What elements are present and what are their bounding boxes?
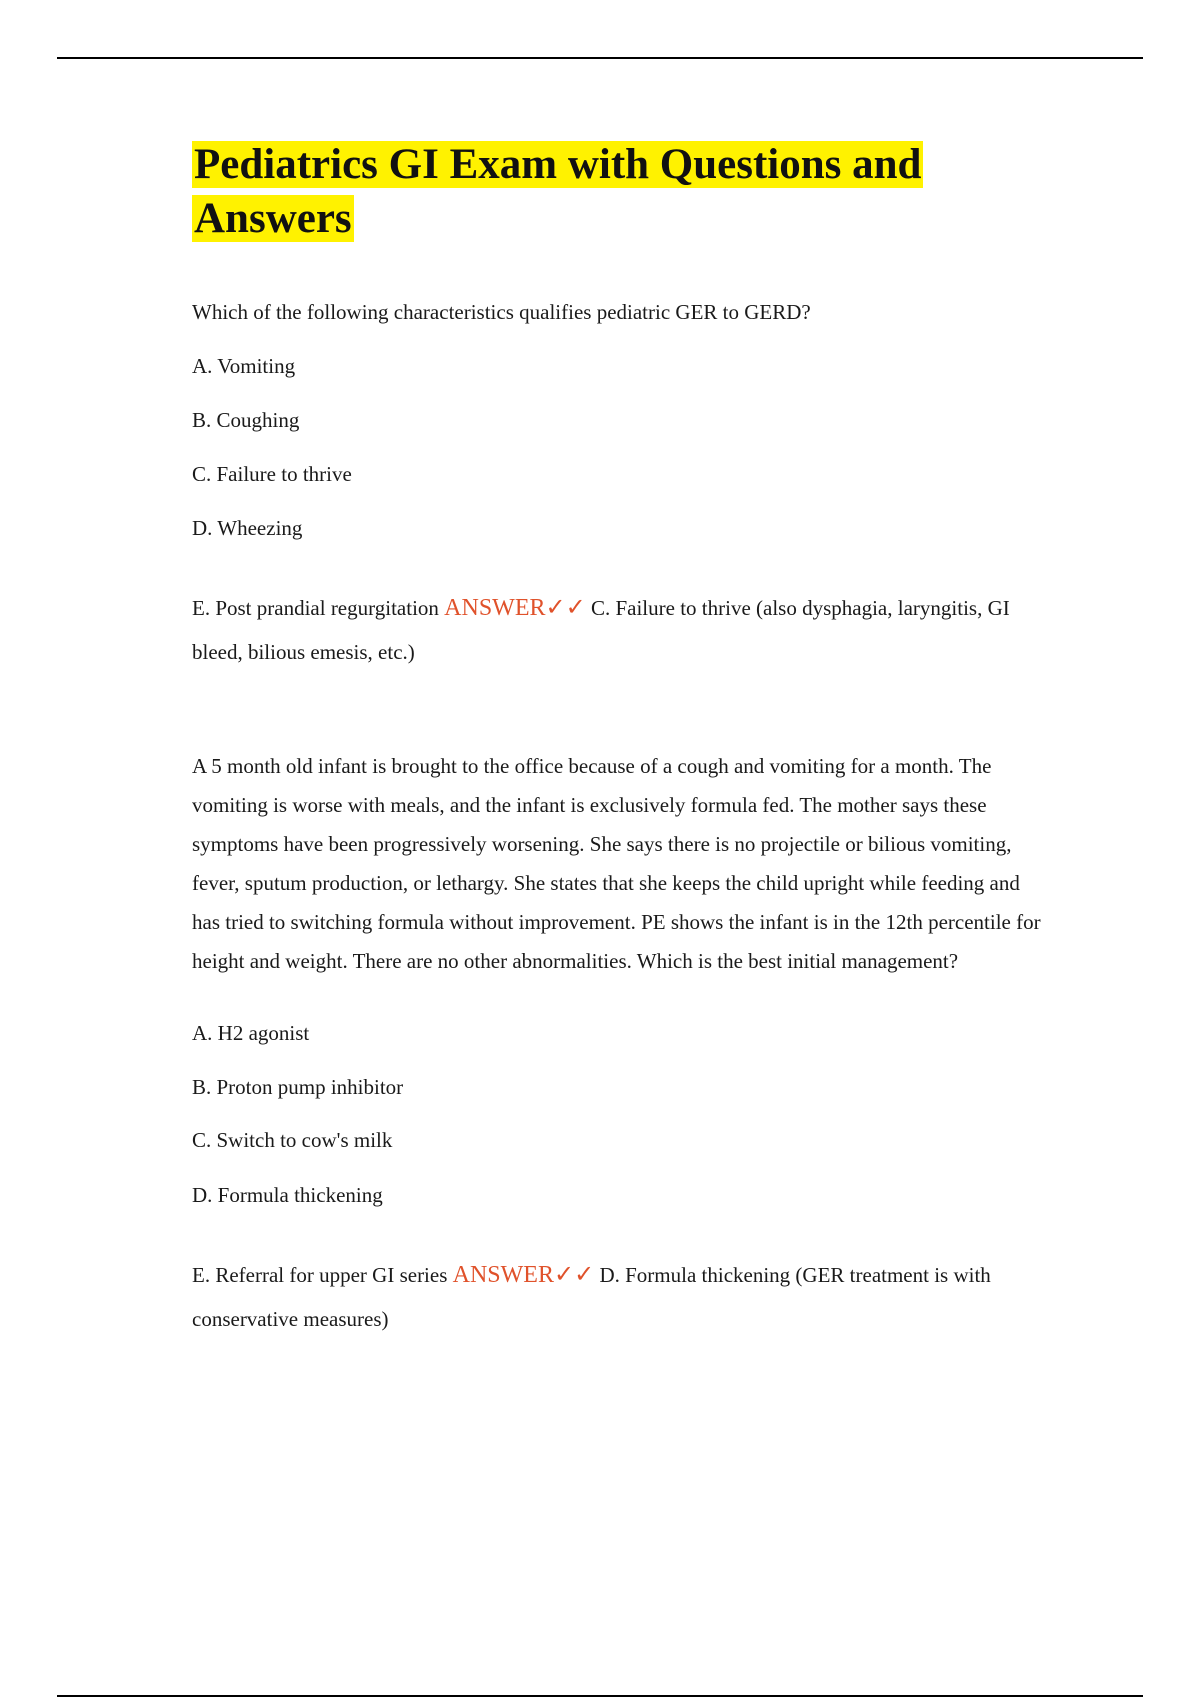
question-2-option-d: D. Formula thickening (192, 1183, 383, 1207)
question-2-option-b: B. Proton pump inhibitor (192, 1075, 404, 1099)
top-rule (57, 57, 1143, 59)
question-1-option-a: A. Vomiting (192, 354, 296, 378)
question-2-answer-line (192, 1253, 1052, 1341)
question-2-answer-label: ANSWER✓✓ (452, 1262, 595, 1288)
question-1-option-e: E. Post prandial regurgitation (192, 596, 439, 620)
question-1-stem: Which of the following characteristics qualifies pediatric GER to GERD? (192, 300, 811, 324)
document-body (192, 138, 1052, 1331)
question-2-stem: A 5 month old infant is brought to the office because of a cough and vomiting for a month. The vomiting is worse with meals, and the infant is exclusively formula fed. The mother says these symptoms have been progressively worsening. She says there is no projectile or bilious vomiting, fever, sputum production, or lethargy. She states that she keeps the child upright while feeding and has tried to switching formula without improvement. PE shows the infant is in the 12th percentile for height and weight. There are no other abnormalities. Which is the best initial management? (192, 754, 1041, 973)
title-highlight: Pediatrics GI Exam with Questions and Answers (194, 141, 922, 242)
question-1-option-c: C. Failure to thrive (192, 462, 352, 486)
question-1-option-b: B. Coughing (192, 408, 300, 432)
question-1-answer-text: C. Failure to thrive (also dysphagia, laryngitis, GI bleed, bilious emesis, etc.) (192, 596, 1010, 664)
bottom-rule (57, 1695, 1143, 1697)
question-1-answer-label: ANSWER✓✓ (444, 595, 586, 621)
question-2-answer-text: D. Formula thickening (GER treatment is with conservative measures) (192, 1263, 991, 1331)
question-2-option-c: C. Switch to cow's milk (192, 1128, 393, 1152)
question-2-option-a: A. H2 agonist (192, 1021, 310, 1045)
question-2-option-e: E. Referral for upper GI series (192, 1263, 448, 1287)
document-title (192, 138, 1052, 246)
question-1-answer-line (192, 586, 1052, 674)
question-1-option-d: D. Wheezing (192, 516, 303, 540)
